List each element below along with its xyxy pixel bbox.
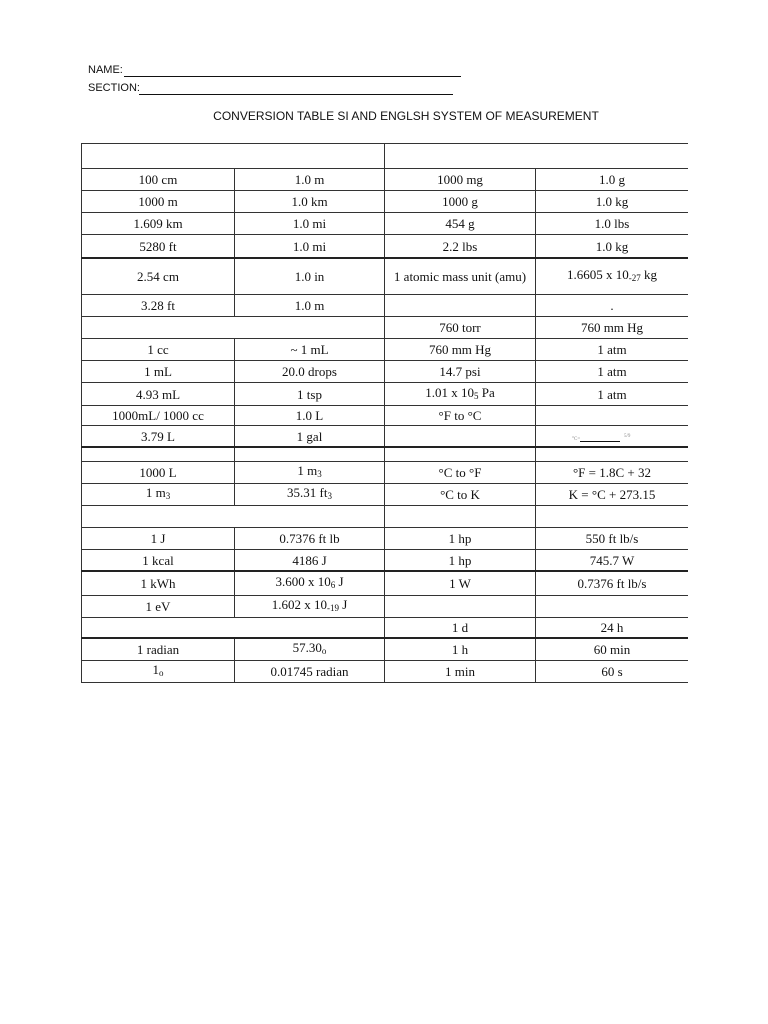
table-cell: 1.0 km (234, 191, 384, 212)
table-cell: 60 s (535, 661, 688, 682)
name-label: NAME: (88, 64, 123, 76)
table-cell: 1 $m_3$ (81, 484, 234, 505)
table-cell: 14.7 psi (384, 361, 535, 382)
table-cell (234, 506, 384, 527)
table-cell (81, 618, 234, 637)
table-cell (81, 448, 234, 461)
table-cell (535, 426, 688, 446)
table-cell (384, 506, 535, 527)
table-cell (384, 426, 535, 446)
table-cell: 1.609 km (81, 213, 234, 234)
table-cell: 1.0 in (234, 259, 384, 294)
table-row (81, 462, 688, 484)
table-cell: 1 tsp (234, 383, 384, 405)
table-cell: 1 min (384, 661, 535, 682)
table-cell (535, 406, 688, 425)
table-cell (384, 448, 535, 461)
table-cell: 745.7 W (535, 550, 688, 570)
table-cell: 1 kWh (81, 572, 234, 595)
table-cell: 1 hp (384, 528, 535, 549)
table-cell: 0.7376 ft lb/s (535, 572, 688, 595)
conversion-table (81, 143, 688, 683)
table-row (81, 484, 688, 506)
table-cell: 1.0 mi (234, 213, 384, 234)
table-row (81, 426, 688, 448)
table-cell: 1000 mg (384, 169, 535, 190)
table-cell: ~ 1 mL (234, 339, 384, 360)
table-cell: . (535, 295, 688, 316)
table-cell (535, 596, 688, 617)
table-cell (234, 448, 384, 461)
formula-fraction-bar (580, 441, 620, 442)
table-cell: 1 atm (535, 361, 688, 382)
table-row (81, 295, 688, 317)
table-row (81, 406, 688, 426)
table-cell: 1 radian (81, 639, 234, 660)
table-cell: 760 mm Hg (535, 317, 688, 338)
table-cell: 1 eV (81, 596, 234, 617)
table-cell: 760 mm Hg (384, 339, 535, 360)
table-cell: 1 gal (234, 426, 384, 446)
table-cell: 1 mL (81, 361, 234, 382)
small-mark-a: °C= (572, 437, 581, 442)
table-cell: 1000 m (81, 191, 234, 212)
table-cell: 1.0 kg (535, 191, 688, 212)
table-cell (384, 295, 535, 316)
table-cell: 550 ft lb/s (535, 528, 688, 549)
table-row (81, 506, 688, 528)
table-cell (535, 144, 688, 168)
table-cell: 100 cm (81, 169, 234, 190)
table-cell: 1 atomic mass unit (amu) (384, 259, 535, 294)
table-cell: 2.2 lbs (384, 235, 535, 257)
table-cell: K = °C + 273.15 (535, 484, 688, 505)
page-title: CONVERSION TABLE SI AND ENGLSH SYSTEM OF MEASUREMENT (213, 109, 599, 123)
table-cell (81, 506, 234, 527)
table-row (81, 572, 688, 596)
table-cell: °C to K (384, 484, 535, 505)
table-cell: 1 $m_3$ (234, 462, 384, 483)
table-cell: 1.0 lbs (535, 213, 688, 234)
section-label: SECTION: (88, 82, 140, 94)
table-cell: 1.6605 x $10_{-27}$ kg (535, 259, 688, 294)
table-cell: 0.7376 ft lb (234, 528, 384, 549)
table-cell: 1 W (384, 572, 535, 595)
table-cell (535, 506, 688, 527)
table-cell: °F to °C (384, 406, 535, 425)
table-cell: 1 J (81, 528, 234, 549)
table-cell: 1 atm (535, 339, 688, 360)
table-row (81, 448, 688, 462)
table-cell: 35.31 $ft_3$ (234, 484, 384, 505)
table-row (81, 661, 688, 683)
table-cell: 1.602 x $10_{-19}$ J (234, 596, 384, 617)
table-row (81, 639, 688, 661)
table-row (81, 213, 688, 235)
table-cell: 454 g (384, 213, 535, 234)
table-cell: 0.01745 radian (234, 661, 384, 682)
table-cell: 20.0 drops (234, 361, 384, 382)
table-row (81, 339, 688, 361)
table-cell: 24 h (535, 618, 688, 637)
table-cell: 1 h (384, 639, 535, 660)
table-cell: $57.30_o$ (234, 639, 384, 660)
table-cell (81, 144, 234, 168)
table-row (81, 383, 688, 406)
table-row (81, 596, 688, 618)
table-cell: 5280 ft (81, 235, 234, 257)
table-cell: 3.28 ft (81, 295, 234, 316)
table-cell: 3.600 x $10_6$ J (234, 572, 384, 595)
table-cell: 760 torr (384, 317, 535, 338)
table-cell (234, 144, 384, 168)
table-row (81, 550, 688, 572)
table-cell: 3.79 L (81, 426, 234, 446)
table-cell: 1000mL/ 1000 cc (81, 406, 234, 425)
table-row (81, 144, 688, 169)
table-cell (384, 596, 535, 617)
table-cell (234, 317, 384, 338)
table-cell: 1 hp (384, 550, 535, 570)
table-row (81, 528, 688, 550)
small-mark-b: 5/9 (624, 434, 631, 439)
table-cell: 4186 J (234, 550, 384, 570)
table-cell: 4.93 mL (81, 383, 234, 405)
table-cell (535, 448, 688, 461)
table-cell: 1 atm (535, 383, 688, 405)
table-row (81, 317, 688, 339)
table-cell: °F = 1.8C + 32 (535, 462, 688, 483)
table-cell: 1.01 x $10_5$ Pa (384, 383, 535, 405)
table-cell: 1.0 m (234, 295, 384, 316)
table-row (81, 618, 688, 639)
table-cell: 1000 L (81, 462, 234, 483)
table-cell (234, 618, 384, 637)
table-cell: 1.0 m (234, 169, 384, 190)
table-cell: 1.0 g (535, 169, 688, 190)
table-cell: °C to °F (384, 462, 535, 483)
table-cell: 1 cc (81, 339, 234, 360)
table-cell: 2.54 cm (81, 259, 234, 294)
table-cell: 60 min (535, 639, 688, 660)
table-cell: 1.0 mi (234, 235, 384, 257)
name-line[interactable] (124, 76, 461, 77)
table-cell: 1.0 L (234, 406, 384, 425)
table-cell: 1000 g (384, 191, 535, 212)
table-cell: 1 d (384, 618, 535, 637)
table-cell (81, 317, 234, 338)
table-cell: 1 kcal (81, 550, 234, 570)
table-cell: 1.0 kg (535, 235, 688, 257)
table-row (81, 259, 688, 295)
table-row (81, 191, 688, 213)
table-row (81, 235, 688, 259)
table-row (81, 169, 688, 191)
table-cell: $1_o$ (81, 661, 234, 682)
table-row (81, 361, 688, 383)
section-line[interactable] (139, 94, 453, 95)
table-cell (384, 144, 535, 168)
